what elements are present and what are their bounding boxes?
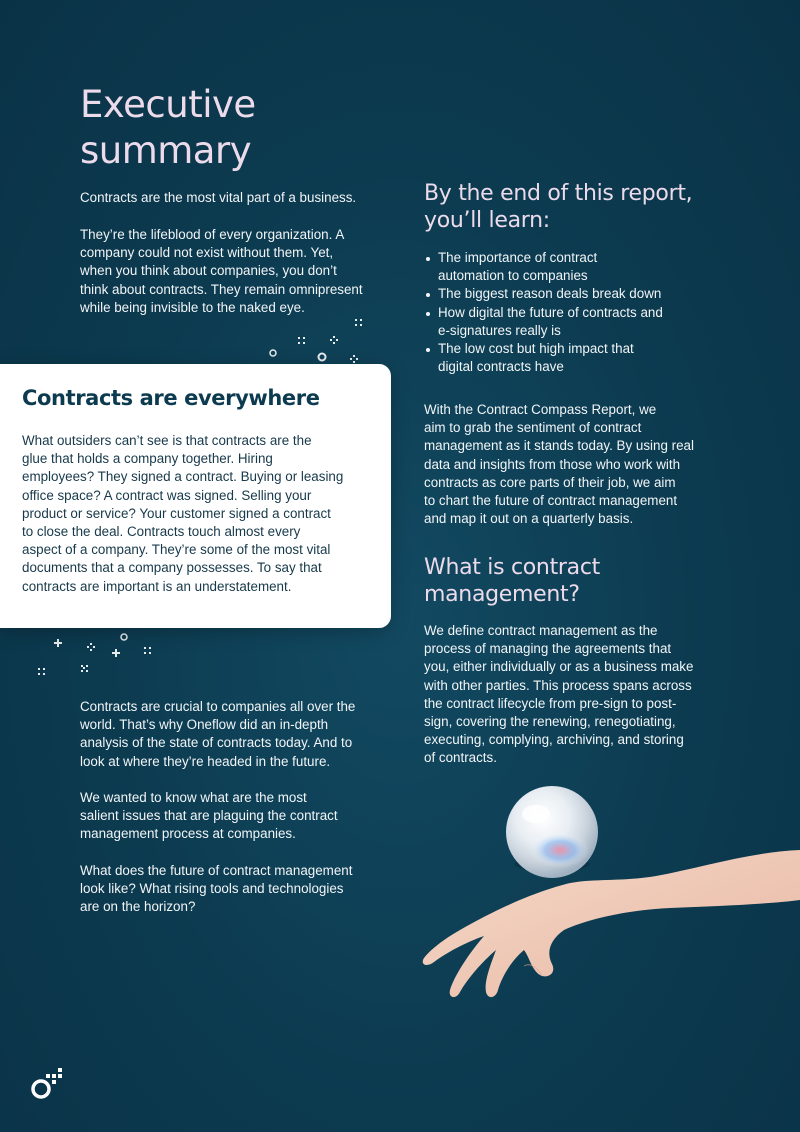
hand-with-pearl-illustration: [420, 780, 800, 1020]
salient-issues-paragraph: We wanted to know what are the most salient issues that are plaguing the contract management process at companies.: [80, 790, 338, 842]
compass-paragraph: With the Contract Compass Report, we aim to grab the sentiment of contract management as it stands today. By using real data and insights from those who work with contracts as core parts of their job, we aim to chart the future of contract management and map it out on a quarterly basis.: [424, 402, 694, 527]
intro-paragraph: Contracts are the most vital part of a business.: [80, 190, 357, 205]
crucial-paragraph: Contracts are crucial to companies all over the world. That’s why Oneflow did an in-depth analysis of the state of contracts today. And to look at where they’re headed in the future.: [80, 699, 356, 769]
what-is-heading: What is contract management?: [424, 555, 600, 607]
oneflow-logo-icon: [30, 1066, 66, 1102]
lifeblood-paragraph: They’re the lifeblood of every organization. A company could not exist without them. Yet, when you think about companies, you don’t think about contracts. They remain omnipresent while being invisible to the naked eye.: [80, 227, 363, 315]
page-title: Executive summary: [80, 83, 256, 172]
list-item: The importance of contract automation to companies: [424, 249, 724, 285]
definition-paragraph: We define contract management as the process of managing the agreements that you, either individually or as a business make with other parties. This process spans across the contract lifecycle from pre-sign to post- sign, covering the renewing, renegotiating, executing, complying, archiving, and storing of contracts.: [424, 623, 694, 766]
list-item: How digital the future of contracts and e-signatures really is: [424, 304, 724, 340]
contracts-everywhere-card: [0, 364, 391, 628]
future-paragraph: What does the future of contract management look like? What rising tools and technologies are on the horizon?: [80, 863, 353, 915]
learn-heading: By the end of this report, you’ll learn:: [424, 181, 693, 233]
card-body: What outsiders can’t see is that contracts are the glue that holds a company together. Hiring employees? They signed a contract. Buying or leasing office space? A contract was signed. Selling your product or service? Your customer signed a contract to close the deal. Contracts touch almost every aspect of a company. They’re some of the most vital documents that a company possesses. To say that contracts are important is an understatement.: [22, 433, 344, 594]
list-item: The low cost but high impact that digital contracts have: [424, 340, 724, 376]
card-title: Contracts are everywhere: [22, 386, 320, 410]
list-item: The biggest reason deals break down: [424, 285, 724, 303]
learn-list: [424, 249, 724, 376]
